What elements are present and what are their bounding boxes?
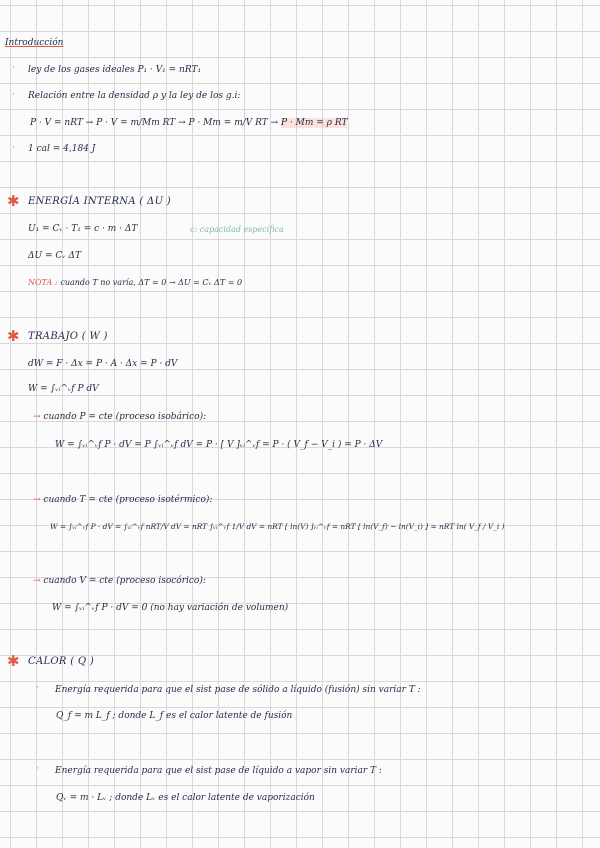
- density-result: P · Mm = ρ RT: [281, 118, 348, 128]
- section-heading-work: TRABAJO ( W ): [28, 331, 108, 342]
- arrow-icon: →: [33, 495, 41, 505]
- bullet: ·: [12, 63, 15, 73]
- case-isothermal-label: cuando T = cte (proceso isotérmico):: [43, 495, 213, 505]
- bullet: ·: [36, 683, 39, 693]
- star-icon: ✱: [7, 192, 20, 210]
- case-isobaric-label: cuando P = cte (proceso isobárico):: [43, 412, 207, 422]
- bullet: ·: [36, 764, 39, 774]
- internal-energy-eq: U₁ = Cᵥ · T₁ = c · m · ΔT: [28, 224, 138, 234]
- case-isobaric: [33, 411, 206, 423]
- fusion-description: Energía requerida para que el sist pase de sólido a líquido (fusión) sin variar T :: [55, 685, 421, 695]
- delta-u-eq: ΔU = Cᵥ ΔT: [28, 251, 81, 261]
- note-line: [28, 277, 242, 289]
- star-icon: ✱: [7, 652, 20, 670]
- case-isothermal: [33, 494, 212, 506]
- bullet: ·: [12, 90, 15, 100]
- fusion-heat-eq: Q_f = m L_f ; donde L_f es el calor latente de fusión: [56, 711, 293, 721]
- note-text: cuando T no varía, ΔT = 0 → ΔU = Cᵥ ΔT = 0: [60, 278, 243, 287]
- case-isochoric: [33, 575, 206, 587]
- specific-capacity-note: c: capacidad específica: [190, 225, 284, 234]
- ideal-gas-law: ley de los gases ideales P₁ · V₁ = nRT₁: [28, 65, 202, 75]
- vaporization-description: Energía requerida para que el sist pase de líquido a vapor sin variar T :: [55, 766, 382, 776]
- work-differential-eq: dW = F · Δx = P · A · Δx = P · dV: [28, 359, 178, 369]
- isobaric-work-eq: W = ∫ᵥᵢ^ᵥf P · dV = P ∫ᵥᵢ^ᵥf dV = P · [ V ]ᵥᵢ^ᵥf = P · ( V_f − V_i ) = P · ΔV: [55, 440, 383, 450]
- bullet: ·: [12, 143, 15, 153]
- section-heading-internal-energy: ENERGÍA INTERNA ( ΔU ): [28, 196, 171, 207]
- vaporization-heat-eq: Qᵥ = m · Lᵥ ; donde Lᵥ es el calor latente de vaporización: [56, 793, 315, 803]
- density-derivation: [30, 117, 347, 129]
- star-icon: ✱: [7, 327, 20, 345]
- density-derivation-steps: P · V = nRT → P · V = m/Mm RT → P · Mm = m/V RT →: [30, 118, 279, 128]
- arrow-icon: →: [33, 412, 41, 422]
- work-integral-eq: W = ∫ᵥᵢ^ᵥf P dV: [28, 384, 99, 394]
- arrow-icon: →: [33, 576, 41, 586]
- density-relation: Relación entre la densidad ρ y la ley de los g.i:: [28, 91, 241, 101]
- isothermal-work-eq: W = ∫ᵥᵢ^ᵥf P · dV = ∫ᵥᵢ^ᵥf nRT/V dV = nRT ∫ᵥᵢ^ᵥf 1/V dV = nRT [ ln(V) ]ᵥᵢ^ᵥf = nRT [ ln(V_f) − ln(V_i) ] = nRT ln( V_f / V_i ): [50, 522, 505, 531]
- isochoric-work-eq: W = ∫ᵥᵢ^ᵥf P · dV = 0 (no hay variación de volumen): [52, 603, 289, 613]
- note-label: NOTA :: [28, 278, 58, 287]
- section-heading-heat: CALOR ( Q ): [28, 656, 95, 667]
- section-title-intro: Introducción: [5, 38, 64, 48]
- case-isochoric-label: cuando V = cte (proceso isocórico):: [43, 576, 206, 586]
- calorie-conversion: 1 cal = 4,184 J: [28, 144, 96, 154]
